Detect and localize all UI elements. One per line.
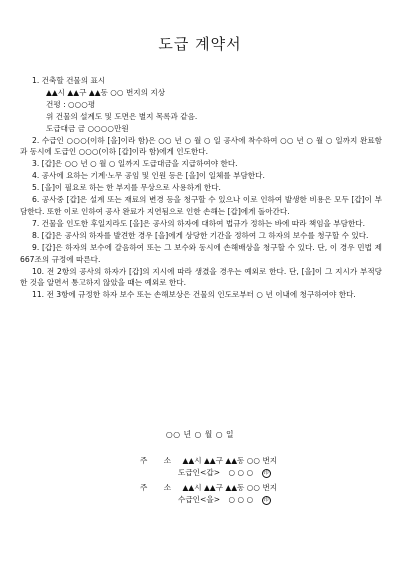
party-b-address-label: 주 소 [140, 483, 179, 492]
clause-5: 5. [을]이 필요로 하는 한 부지를 무상으로 사용하게 한다. [32, 183, 221, 193]
clause-3: 3. [갑]은 ○○ 년 ○ 월 ○ 일까지 도급대금을 지급하여야 한다. [32, 159, 238, 169]
contract-date: ○○ 년 ○ 월 ○ 일 [165, 430, 235, 439]
clause-6: 6. 공사중 [갑]은 설계 또는 재료의 변경 등을 청구할 수 있으나 이로 인하여 발생한 비용은 모두 [갑]이 부담한다. 또한 이로 인하여 공사 완료가 지연됨으로 인한 손해는 [갑]에게 돌아간다. [20, 195, 382, 216]
party-a-name: ○ ○ ○ [228, 468, 254, 477]
clause-10: 10. 전 2항의 공사의 하자가 [갑]의 지시에 따라 생겼을 경우는 예외로 한다. 단, [을]이 그 지시가 부적당한 것을 알면서 통고하지 않았을 때는 예외로 한다. [20, 266, 382, 288]
clause-1-area: 건평 : ○○○평 [46, 99, 96, 109]
seal-icon: 印 [263, 496, 269, 503]
party-a-address-label: 주 소 [140, 456, 179, 465]
clause-1-note: 위 건물의 설계도 및 도면은 별지 목록과 같음. [46, 111, 198, 121]
clause-9: 9. [갑]은 하자의 보수에 갈음하여 또는 그 보수와 동시에 손해배상을 청구할 수 있다. 단, 이 경우 민법 제667조의 규정에 따른다. [20, 242, 382, 264]
party-b-address: ▲▲시 ▲▲구 ▲▲동 ○○ 번지 [182, 483, 278, 492]
clause-1-amount: 도급대금 금 ○○○○만원 [46, 123, 129, 133]
clause-7: 7. 건물을 인도한 후일지라도 [을]은 공사의 하자에 대하여 법규가 정하는 바에 따라 책임을 부담한다. [32, 218, 366, 228]
party-a-address-line [140, 455, 277, 467]
clause-1-heading: 1. 건축할 건물의 표시 [32, 76, 106, 85]
clause-4: 4. 공사에 요하는 기계·노무 공임 및 인원 등은 [을]이 일체를 부담한다. [32, 171, 265, 181]
party-b-address-line [140, 482, 277, 494]
party-a-name-label: 도급인<갑> [178, 468, 221, 477]
party-b-name-line [140, 494, 277, 506]
clause-11: 11. 전 3항에 규정한 하자 보수 또는 손해보상은 건물의 인도로부터 ○ 년 이내에 청구하여야 한다. [32, 290, 356, 300]
party-a-block [140, 455, 277, 479]
document-title: 도급 계약서 [158, 35, 242, 53]
party-a-name-line [140, 467, 277, 479]
clause-1-location: ▲▲시 ▲▲구 ▲▲동 ○○ 번지의 지상 [46, 87, 166, 97]
party-b-name-label: 수급인<을> [178, 495, 221, 504]
party-b-name: ○ ○ ○ [228, 495, 254, 504]
clause-2: 2. 수급인 ○○○(이하 [을]이라 함)은 ○○ 년 ○ 월 ○ 일 공사에 착수하여 ○○ 년 ○ 월 ○ 일까지 완료함과 동시에 도급인 ○○○(이하 [갑]이라 함)에게 인도한다. [20, 135, 382, 157]
party-a-address: ▲▲시 ▲▲구 ▲▲동 ○○ 번지 [182, 456, 278, 465]
clause-8: 8. [갑]은 공사의 하자를 발견한 경우 [을]에게 상당한 기간을 정하여 그 하자의 보수를 청구할 수 있다. [32, 230, 369, 240]
contract-body [20, 75, 382, 301]
seal-icon: 印 [263, 469, 269, 476]
party-b-block [140, 482, 277, 506]
